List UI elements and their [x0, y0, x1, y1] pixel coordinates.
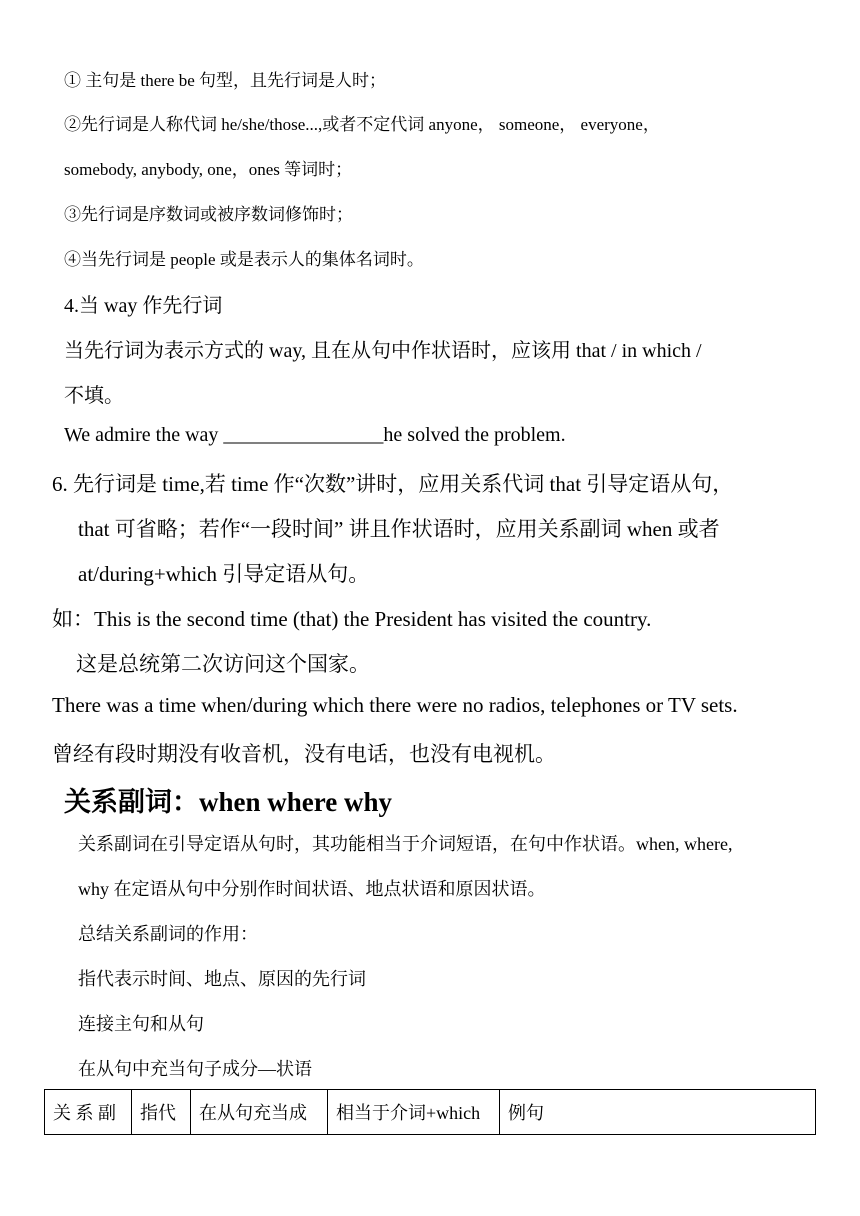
text-line: at/during+which 引导定语从句。 — [78, 562, 370, 586]
text-line: ① 主句是 there be 句型，且先行词是人时； — [64, 71, 387, 90]
example-sentence: There was a time when/during which there were no radios, telephones or TV sets. — [52, 693, 738, 717]
text-line: 指代表示时间、地点、原因的先行词 — [78, 969, 366, 989]
text-line: 当先行词为表示方式的 way, 且在从句中作状语时，应该用 that / in which / — [64, 340, 702, 362]
example-sentence: We admire the way ________________he solved the problem. — [64, 424, 566, 446]
translation: 曾经有段时期没有收音机，没有电话，也没有电视机。 — [52, 742, 556, 766]
section-heading: 6. 先行词是 time,若 time 作“次数”讲时，应用关系代词 that 引导定语从句， — [52, 472, 734, 496]
table-header-cell: 例句 — [500, 1090, 816, 1135]
example-sentence: 如：This is the second time (that) the President has visited the country. — [52, 607, 652, 631]
main-heading: 关系副词：when where why — [64, 787, 393, 817]
table-header-cell: 相当于介词+which — [328, 1090, 500, 1135]
text-line: ③先行词是序数词或被序数词修饰时； — [64, 205, 353, 224]
text-line: why 在定语从句中分别作时间状语、地点状语和原因状语。 — [78, 879, 546, 899]
table-header-row — [45, 1090, 816, 1135]
text-line: somebody, anybody, one，ones 等词时； — [64, 160, 353, 179]
table-header-cell: 在从句充当成 — [191, 1090, 328, 1135]
text-line: 连接主句和从句 — [78, 1014, 204, 1034]
relative-adverb-table — [44, 1089, 816, 1135]
table-header-cell: 指代 — [132, 1090, 191, 1135]
text-line: that 可省略；若作“一段时间” 讲且作状语时，应用关系副词 when 或者 — [78, 517, 720, 541]
text-line: 不填。 — [64, 385, 124, 407]
translation: 这是总统第二次访问这个国家。 — [76, 652, 370, 676]
text-line: 在从句中充当句子成分—状语 — [78, 1059, 312, 1079]
text-line: 关系副词在引导定语从句时，其功能相当于介词短语，在句中作状语。when, where, — [78, 834, 733, 854]
text-line: 总结关系副词的作用： — [78, 924, 258, 944]
table-header-cell: 关 系 副 — [45, 1090, 132, 1135]
text-line: ②先行词是人称代词 he/she/those...,或者不定代词 anyone， someone， everyone， — [64, 115, 660, 134]
text-line: ④当先行词是 people 或是表示人的集体名词时。 — [64, 250, 424, 269]
section-heading: 4.当 way 作先行词 — [64, 295, 223, 317]
